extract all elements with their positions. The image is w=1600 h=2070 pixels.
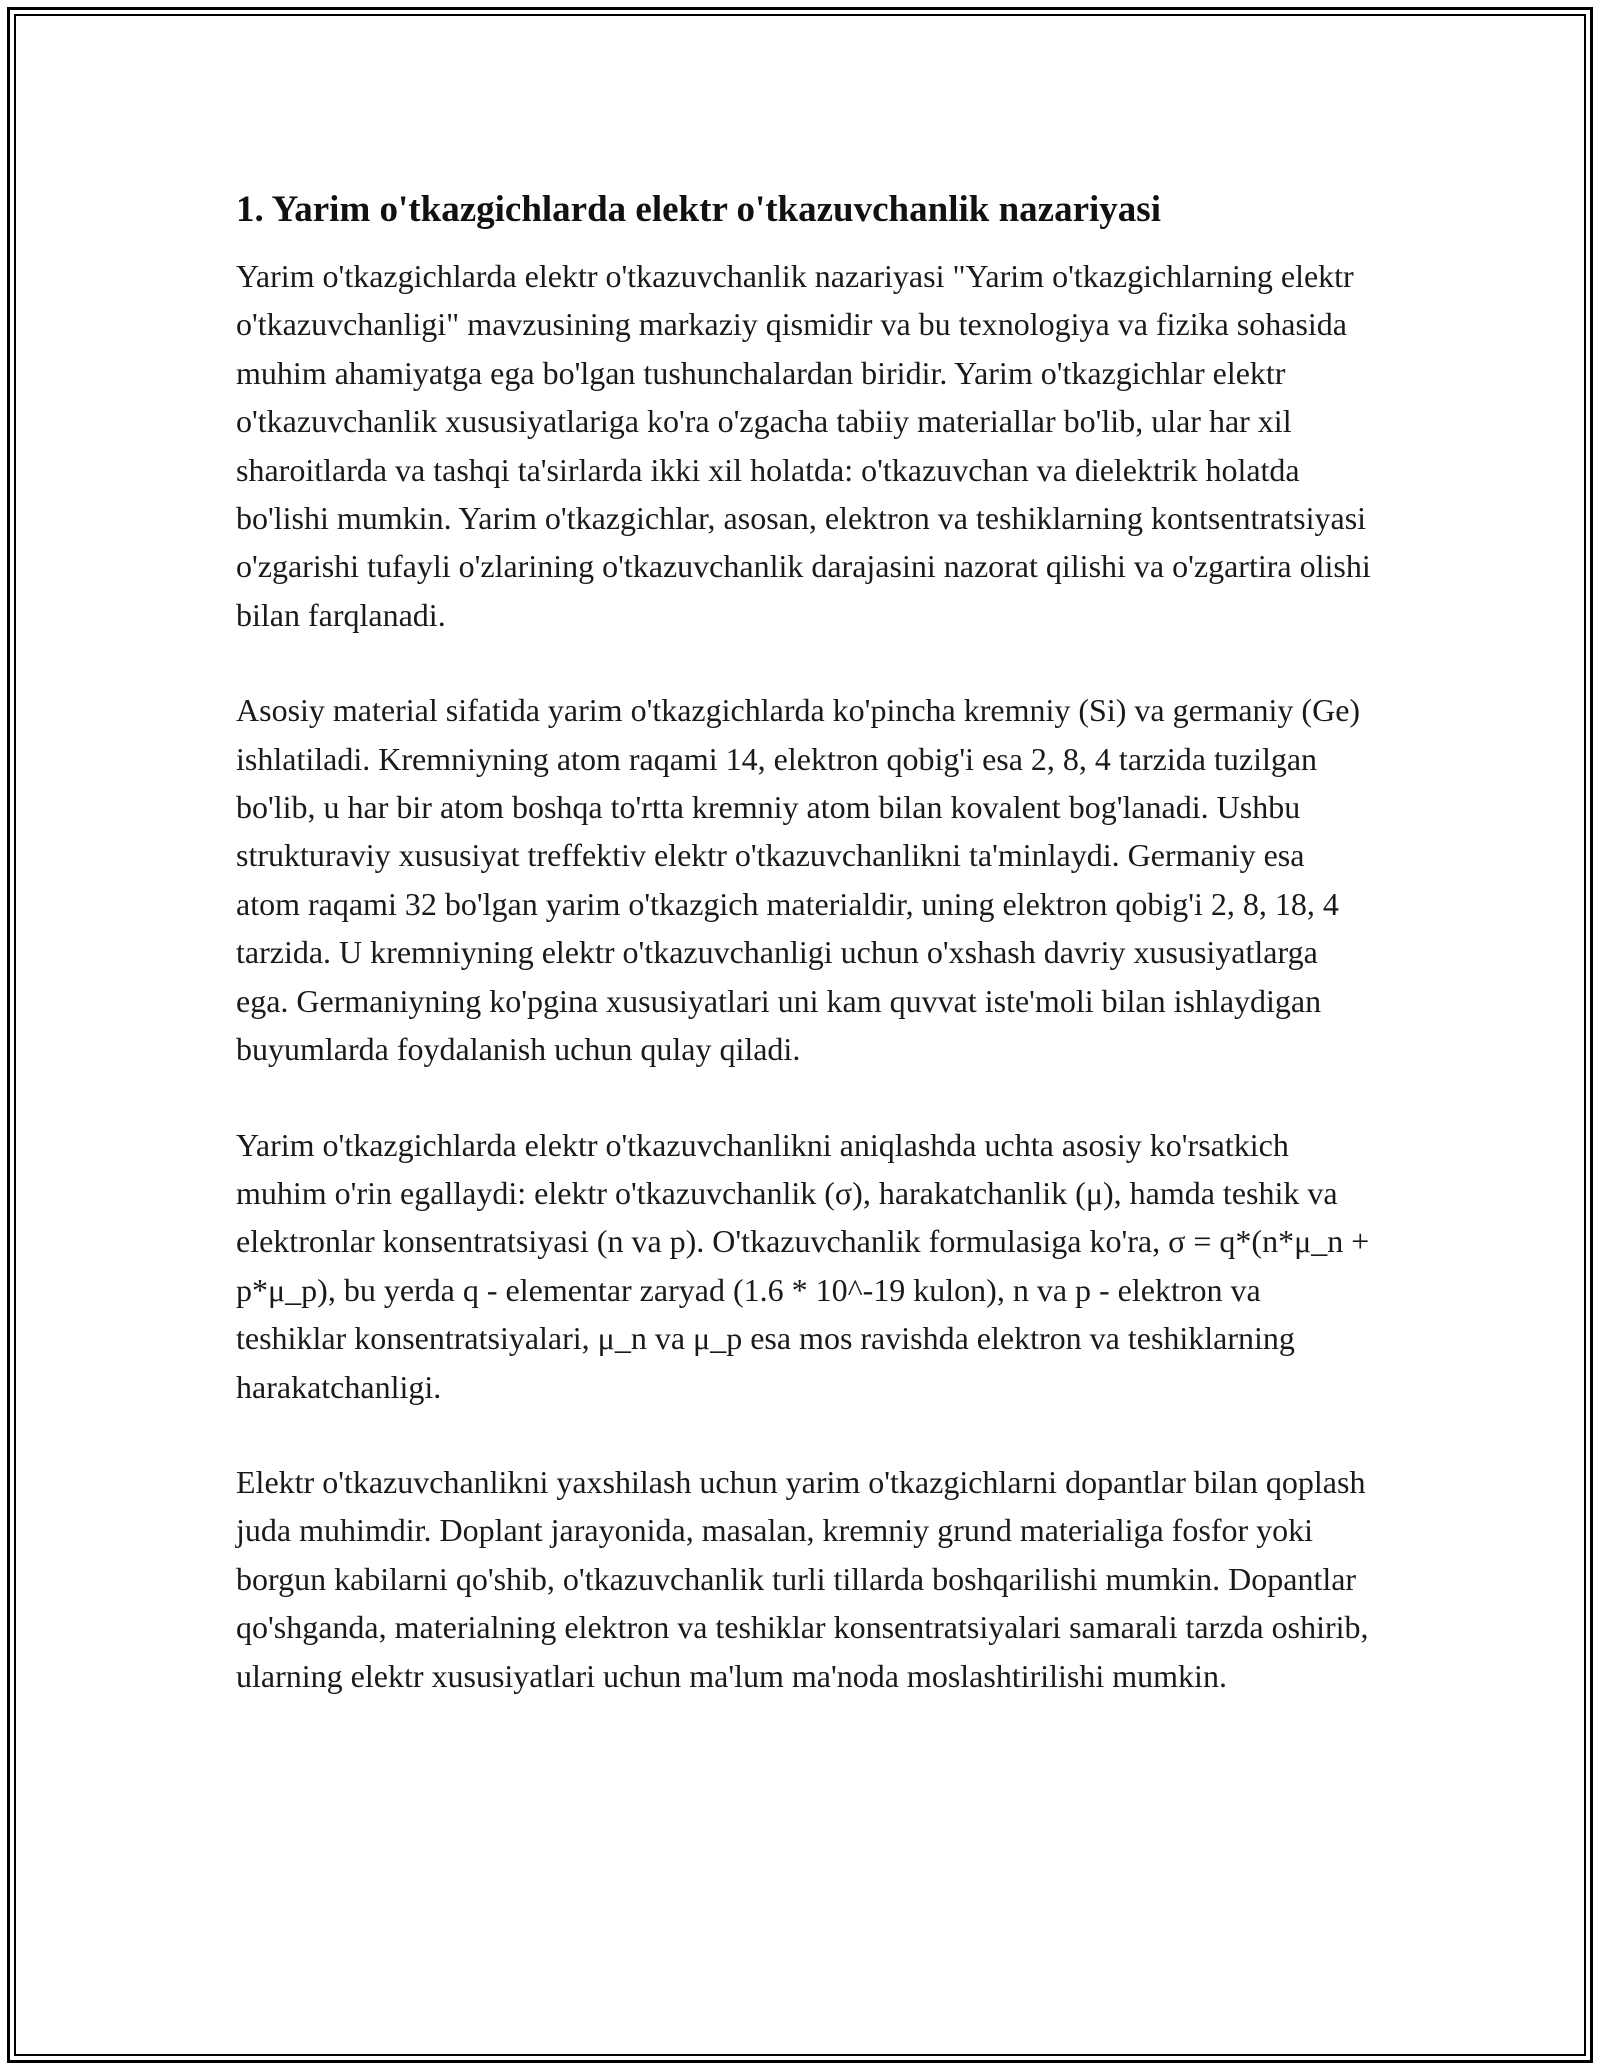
paragraph-4: Elektr o'tkazuvchanlikni yaxshilash uchun yarim o'tkazgichlarni dopantlar bilan qoplash juda muhimdir. Doplant jarayonida, masalan, kremniy grund materialiga fosfor yoki borgun kabilarni qo'shib, o'tkazuvchanlik turli tillarda boshqarilishi mumkin. Dopantlar qo'shganda, materialning elektron va teshiklar konsentratsiyalari samarali tarzda oshirib, ularning elektr xususiyatlari uchun ma'lum ma'noda moslashtirilishi mumkin. — [236, 1463, 1369, 1694]
document-body — [236, 186, 1376, 1747]
paragraph-3: Yarim o'tkazgichlarda elektr o'tkazuvchanlikni aniqlashda uchta asosiy ko'rsatkich muhim o'rin egallaydi: elektr o'tkazuvchanlik (σ), harakatchanlik (μ), hamda teshik va elektronlar konsentratsiyasi (n va p). O'tkazuvchanlik formulasiga ko'ra, σ = q*(n*μ_n + p*μ_p), bu yerda q - elementar zaryad (1.6 * 10^-19 kulon), n va p - elektron va teshiklar konsentratsiyalari, μ_n va μ_p esa mos ravishda elektron va teshiklarning harakatchanligi. — [236, 1126, 1370, 1405]
paragraph-1: Yarim o'tkazgichlarda elektr o'tkazuvchanlik nazariyasi "Yarim o'tkazgichlarning elektr o'tkazuvchanligi" mavzusining markaziy qismidir va bu texnologiya va fizika sohasida muhim ahamiyatga ega bo'lgan tushunchalardan biridir. Yarim o'tkazgichlar elektr o'tkazuvchanlik xususiyatlariga ko'ra o'zgacha tabiiy materiallar bo'lib, ular har xil sharoitlarda va tashqi ta'sirlarda ikki xil holatda: o'tkazuvchan va dielektrik holatda bo'lishi mumkin. Yarim o'tkazgichlar, asosan, elektron va teshiklarning kontsentratsiyasi o'zgarishi tufayli o'zlarining o'tkazuvchanlik darajasini nazorat qilishi va o'zgartira olishi bilan farqlanadi. — [236, 258, 1371, 633]
section-heading: 1. Yarim o'tkazgichlarda elektr o'tkazuvchanlik nazariyasi — [236, 189, 1161, 230]
paragraph-2: Asosiy material sifatida yarim o'tkazgichlarda ko'pincha kremniy (Si) va germaniy (Ge) ishlatiladi. Kremniyning atom raqami 14, elektron qobig'i esa 2, 8, 4 tarzida tuzilgan bo'lib, u har bir atom boshqa to'rtta kremniy atom bilan kovalent bog'lanadi. Ushbu strukturaviy xususiyat treffektiv elektr o'tkazuvchanlikni ta'minlaydi. Germaniy esa atom raqami 32 bo'lgan yarim o'tkazgich materialdir, uning elektron qobig'i 2, 8, 18, 4 tarzida. U kremniyning elektr o'tkazuvchanligi uchun o'xshash davriy xususiyatlarga ega. Germaniyning ko'pgina xususiyatlari uni kam quvvat iste'moli bilan ishlaydigan buyumlarda foydalanish uchun qulay qiladi. — [236, 692, 1361, 1068]
